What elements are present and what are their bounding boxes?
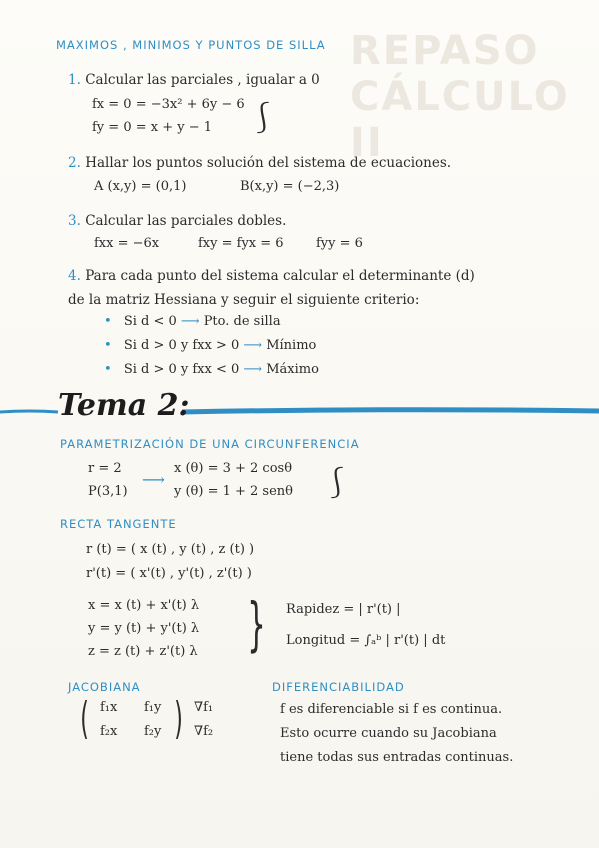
tangent-x: x = x (t) + x'(t) λ <box>88 598 200 613</box>
param-x: x (θ) = 3 + 2 cosθ <box>174 461 293 476</box>
diferenciabilidad-line: Esto ocurre cuando su Jacobiana <box>280 726 497 741</box>
arrow-right-icon: ⟶ <box>243 362 267 377</box>
brace-icon: } <box>247 590 266 658</box>
bleed-through-text: REPASO CÁLCULO II <box>350 28 570 166</box>
longitud-formula: Longitud = ∫ₐᵇ | r'(t) | dt <box>286 633 446 648</box>
step-number: 3. <box>68 213 81 229</box>
criterion-condition: Si d > 0 y fxx < 0 <box>123 362 240 377</box>
criterion-maximo <box>104 362 319 377</box>
step-text: Calcular las parciales , igualar a 0 <box>85 72 320 88</box>
matrix-cell: f₁y <box>144 700 162 715</box>
criterion-condition: Si d < 0 <box>123 314 177 329</box>
step-3 <box>68 213 286 229</box>
criterion-result: Mínimo <box>266 338 317 353</box>
step-text: Hallar los puntos solución del sistema de ecuaciones. <box>85 155 452 171</box>
point-b: B(x,y) = (−2,3) <box>240 179 340 194</box>
arrow-right-icon: ⟶ <box>180 314 204 329</box>
arrow-right-icon: ⟶ <box>142 470 165 489</box>
gradient-f2: ∇f₂ <box>194 724 214 739</box>
fxy-equation: fxy = fyx = 6 <box>198 236 284 251</box>
step-number: 2. <box>68 155 81 171</box>
step-text: Para cada punto del sistema calcular el determinante (d) <box>85 268 475 284</box>
gradient-f1: ∇f₁ <box>194 700 214 715</box>
step-number: 4. <box>68 268 81 284</box>
section-title-jacobiana: JACOBIANA <box>68 680 141 694</box>
criterion-minimo <box>104 338 316 353</box>
matrix-right-paren: ) <box>174 693 183 744</box>
rapidez-formula: Rapidez = | r'(t) | <box>286 602 401 617</box>
diferenciabilidad-line: f es diferenciable si f es continua. <box>280 702 503 717</box>
criterion-silla <box>104 314 281 329</box>
section-title-diferenciabilidad: DIFERENCIABILIDAD <box>272 680 405 694</box>
matrix-cell: f₂x <box>100 724 118 739</box>
section-title-recta-tangente: RECTA TANGENTE <box>60 517 177 531</box>
section-title-parametrizacion: PARAMETRIZACIÓN DE UNA CIRCUNFERENCIA <box>60 437 360 451</box>
param-y: y (θ) = 1 + 2 senθ <box>174 484 293 499</box>
matrix-cell: f₂y <box>144 724 162 739</box>
equation-fx: fx = 0 = −3x² + 6y − 6 <box>92 97 245 112</box>
matrix-cell: f₁x <box>100 700 118 715</box>
fyy-equation: fyy = 6 <box>316 236 363 251</box>
criterion-result: Pto. de silla <box>203 314 281 329</box>
center-point: P(3,1) <box>88 484 128 499</box>
brace-icon: ⎰ <box>248 101 278 136</box>
equation-fy: fy = 0 = x + y − 1 <box>92 120 213 135</box>
tema-heading: Tema 2: <box>58 388 190 423</box>
matrix-left-paren: ( <box>80 693 89 744</box>
derivative-vector: r'(t) = ( x'(t) , y'(t) , z'(t) ) <box>86 566 252 581</box>
point-a: A (x,y) = (0,1) <box>94 179 187 194</box>
step-4-line2: de la matriz Hessiana y seguir el siguiente criterio: <box>68 292 420 308</box>
section-title-maximos: MAXIMOS , MINIMOS Y PUNTOS DE SILLA <box>56 38 326 52</box>
fxx-equation: fxx = −6x <box>94 236 160 251</box>
position-vector: r (t) = ( x (t) , y (t) , z (t) ) <box>86 542 255 557</box>
criterion-condition: Si d > 0 y fxx > 0 <box>123 338 240 353</box>
tangent-y: y = y (t) + y'(t) λ <box>88 621 200 636</box>
step-1 <box>68 72 320 88</box>
step-4-line1 <box>68 268 475 284</box>
step-text: Calcular las parciales dobles. <box>85 213 287 229</box>
arrow-right-icon: ⟶ <box>243 338 267 353</box>
tangent-z: z = z (t) + z'(t) λ <box>88 644 198 659</box>
brace-icon: ⎰ <box>322 466 352 501</box>
step-number: 1. <box>68 72 81 88</box>
diferenciabilidad-line: tiene todas sus entradas continuas. <box>280 750 514 765</box>
criterion-result: Máximo <box>266 362 319 377</box>
step-2 <box>68 155 451 171</box>
radius-label: r = 2 <box>88 461 122 476</box>
